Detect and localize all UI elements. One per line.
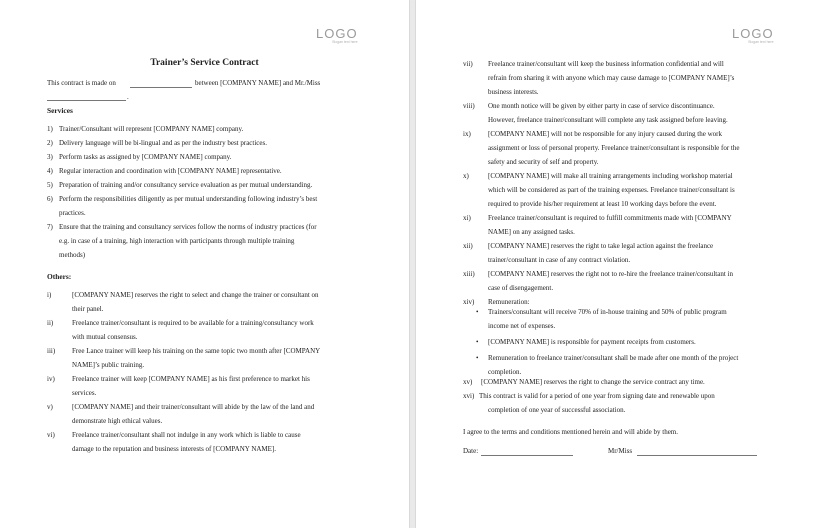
- bullet-text: [COMPANY NAME] is responsible for payment receipts from customers.: [488, 338, 696, 346]
- clause-number: xi): [463, 214, 471, 222]
- clause-number: iv): [47, 375, 55, 383]
- date-signature-line: [481, 455, 573, 456]
- clause-number: xvi): [463, 392, 475, 400]
- bullet-icon: •: [476, 308, 479, 316]
- services-heading: Services: [47, 106, 73, 115]
- name-blank-line: [47, 100, 126, 101]
- clause-text: However, freelance trainer/consultant will complete any task assigned before leaving.: [488, 116, 728, 124]
- clause-number: 6): [47, 195, 53, 203]
- logo-text: LOGO: [732, 26, 774, 41]
- clause-text: with mutual consensus.: [72, 333, 138, 341]
- clause-number: 4): [47, 167, 53, 175]
- date-blank-line: [130, 87, 192, 88]
- clause-text: required to provide his/her requirement at least 10 working days before the event.: [488, 200, 717, 208]
- logo-text: LOGO: [316, 26, 358, 41]
- date-label: Date:: [463, 447, 479, 455]
- clause-number: xv): [463, 378, 473, 386]
- clause-text: Regular interaction and coordination with [COMPANY NAME] representative.: [59, 167, 282, 175]
- clause-text: One month notice will be given by either party in case of service discontinuance.: [488, 102, 715, 110]
- clause-text: [COMPANY NAME] and their trainer/consultant will abide by the law of the land and: [72, 403, 315, 411]
- agreement-statement: I agree to the terms and conditions mentioned herein and will abide by them.: [463, 428, 678, 436]
- document-title: Trainer’s Service Contract: [150, 58, 259, 68]
- logo: [732, 27, 774, 45]
- clause-number: xii): [463, 242, 473, 250]
- clause-text: Trainer/Consultant will represent [COMPANY NAME] company.: [59, 125, 244, 133]
- bullet-icon: •: [476, 338, 479, 346]
- clause-number: iii): [47, 347, 56, 355]
- signee-label: Mr/Miss: [608, 447, 633, 455]
- clause-text: Perform tasks as assigned by [COMPANY NAME] company.: [59, 153, 232, 161]
- clause-text: safety and security of self and property.: [488, 158, 599, 166]
- document-page-left: [0, 0, 409, 528]
- clause-text: their panel.: [72, 305, 104, 313]
- clause-text: Freelance trainer/consultant is required to fulfill commitments made with [COMPANY: [488, 214, 732, 222]
- clause-text: Remuneration:: [488, 298, 530, 306]
- bullet-text: completion.: [488, 368, 522, 376]
- clause-text: completion of one year of successful association.: [488, 406, 626, 414]
- clause-number: xiv): [463, 298, 475, 306]
- clause-text: NAME]’s public training.: [72, 361, 145, 369]
- clause-number: viii): [463, 102, 475, 110]
- clause-text: refrain from sharing it with anyone which may cause damage to [COMPANY NAME]’s: [488, 74, 735, 82]
- logo: [316, 27, 358, 45]
- clause-text: methods): [59, 251, 86, 259]
- clause-number: v): [47, 403, 53, 411]
- document-page-right: [416, 0, 824, 528]
- clause-text: case of disengagement.: [488, 284, 554, 292]
- clause-text: [COMPANY NAME] will make all training arrangements including workshop material: [488, 172, 733, 180]
- intro-text-1: This contract is made on: [47, 79, 116, 87]
- clause-number: ix): [463, 130, 471, 138]
- bullet-text: Remuneration to freelance trainer/consultant shall be made after one month of the project: [488, 354, 739, 362]
- clause-number: ii): [47, 319, 54, 327]
- intro-text-2: between [COMPANY NAME] and Mr./Miss: [195, 79, 321, 87]
- clause-text: Preparation of training and/or consultancy service evaluation as per mutual understanding.: [59, 181, 313, 189]
- clause-text: e.g. in case of a training, high interaction with participants through multiple training: [59, 237, 295, 245]
- clause-number: xiii): [463, 270, 475, 278]
- clause-number: 1): [47, 125, 53, 133]
- clause-text: damage to the reputation and business interests of [COMPANY NAME].: [72, 445, 277, 453]
- clause-text: practices.: [59, 209, 86, 217]
- bullet-text: Trainers/consultant will receive 70% of in-house training and 50% of public program: [488, 308, 727, 316]
- clause-number: 2): [47, 139, 53, 147]
- clause-number: vi): [47, 431, 55, 439]
- clause-text: [COMPANY NAME] reserves the right to take legal action against the freelance: [488, 242, 714, 250]
- clause-number: 7): [47, 223, 53, 231]
- clause-text: which will be considered as part of the training expenses. Freelance trainer/consultant is: [488, 186, 735, 194]
- clause-text: assignment or loss of personal property. Freelance trainer/consultant is responsible for the: [488, 144, 740, 152]
- clause-text: [COMPANY NAME] reserves the right not to re-hire the freelance trainer/consultant in: [488, 270, 733, 278]
- clause-text: Perform the responsibilities diligently as per mutual understanding following industry’s best: [59, 195, 318, 203]
- clause-number: i): [47, 291, 52, 299]
- clause-text: [COMPANY NAME] reserves the right to select and change the trainer or consultant on: [72, 291, 319, 299]
- clause-text: Freelance trainer/consultant shall not indulge in any work which is liable to cause: [72, 431, 301, 439]
- clause-text: Ensure that the training and consultancy services follow the norms of industry practices (for: [59, 223, 317, 231]
- clause-text: demonstrate high ethical values.: [72, 417, 163, 425]
- clause-text: NAME] on any assigned tasks.: [488, 228, 575, 236]
- clause-text: Freelance trainer will keep [COMPANY NAME] as his first preference to market his: [72, 375, 310, 383]
- bullet-text: income net of expenses.: [488, 322, 556, 330]
- logo-tagline: Slogan text here: [748, 40, 774, 44]
- intro-text-end: .: [127, 93, 129, 101]
- bullet-icon: •: [476, 354, 479, 362]
- clause-text: Freelance trainer/consultant will keep the business information confidential and will: [488, 60, 724, 68]
- clause-number: 5): [47, 181, 53, 189]
- clause-text: [COMPANY NAME] will not be responsible for any injury caused during the work: [488, 130, 722, 138]
- logo-tagline: Slogan text here: [332, 40, 358, 44]
- clause-number: vii): [463, 60, 473, 68]
- clause-text: [COMPANY NAME] reserves the right to change the service contract any time.: [481, 378, 705, 386]
- clause-text: trainer/consultant in case of any contract violation.: [488, 256, 631, 264]
- clause-text: Delivery language will be bi-lingual and as per the industry best practices.: [59, 139, 267, 147]
- clause-text: Free Lance trainer will keep his training on the same topic two month after [COMPANY: [72, 347, 321, 355]
- clause-number: x): [463, 172, 469, 180]
- clause-number: 3): [47, 153, 53, 161]
- name-signature-line: [637, 455, 757, 456]
- clause-text: business interests.: [488, 88, 539, 96]
- others-heading: Others:: [47, 272, 72, 281]
- clause-text: services.: [72, 389, 97, 397]
- clause-text: Freelance trainer/consultant is required to be available for a training/consultancy work: [72, 319, 314, 327]
- clause-text: This contract is valid for a period of one year from signing date and renewable upon: [479, 392, 715, 400]
